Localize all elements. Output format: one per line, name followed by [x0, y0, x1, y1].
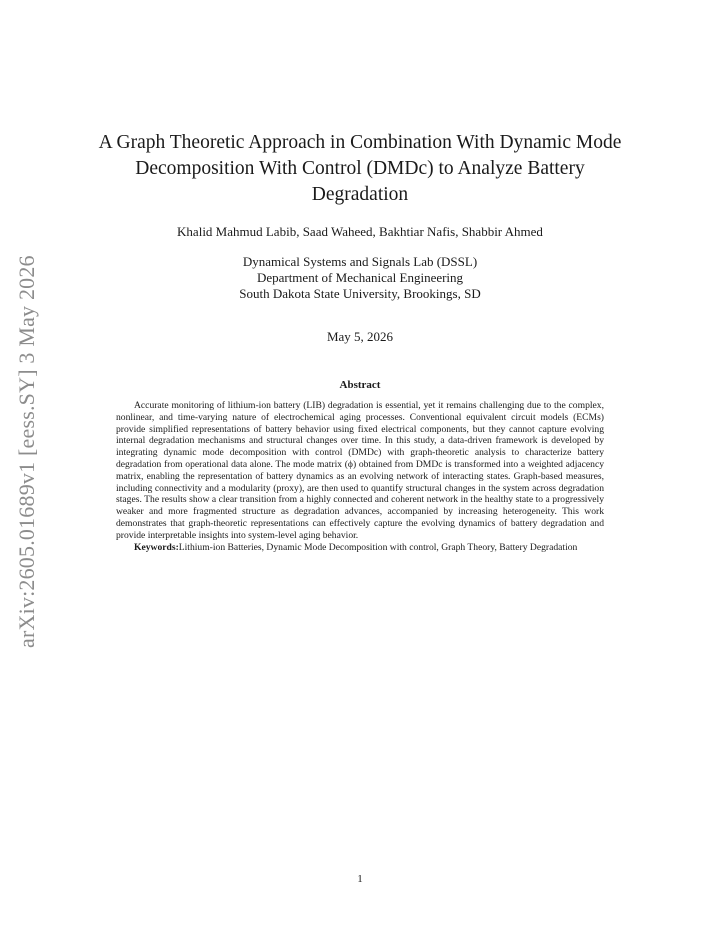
paper-title: [60, 130, 660, 208]
author-list: Khalid Mahmud Labib, Saad Waheed, Bakhtiar Nafis, Shabbir Ahmed: [177, 224, 543, 239]
affiliation-line: Dynamical Systems and Signals Lab (DSSL): [242, 254, 478, 269]
keywords-line: [116, 542, 604, 554]
affiliation-line: Department of Mechanical Engineering: [256, 270, 464, 285]
keywords-text: Lithium-ion Batteries, Dynamic Mode Decomposition with control, Graph Theory, Battery Degradation: [178, 541, 578, 553]
publication-date: May 5, 2026: [326, 329, 394, 344]
page-number: 1: [357, 873, 363, 885]
abstract-section: [116, 400, 604, 553]
title-line: Decomposition With Control (DMDc) to Analyze Battery: [135, 158, 585, 179]
title-line: Degradation: [311, 184, 409, 205]
affiliation: [60, 254, 660, 302]
abstract-heading: Abstract: [339, 379, 381, 391]
arxiv-identifier-stamp: arXiv:2605.01689v1 [eess.SY] 3 May 2026: [14, 255, 39, 648]
affiliation-line: South Dakota State University, Brookings, SD: [239, 286, 481, 301]
title-line: A Graph Theoretic Approach in Combination With Dynamic Mode: [98, 132, 622, 153]
abstract-text: Accurate monitoring of lithium-ion battery (LIB) degradation is essential, yet it remains challenging due to the complex, nonlinear, and time-varying nature of electrochemical aging processes. Conventional equivalent circuit models (ECMs) provide simplified representations of battery behavior using fixed electrical components, but they cannot capture evolving internal degradation mechanisms and structural changes over time. In this study, a data-driven framework is developed by integrating dynamic mode decomposition with control (DMDc) with graph-theoretic analysis to characterize battery degradation from operational data alone. The mode matrix (ϕ) obtained from DMDc is transformed into a weighted adjacency matrix, enabling the representation of battery dynamics as an evolving network of interacting states. Graph-based measures, including connectivity and a modularity (proxy), are then used to quantify structural changes in the system across degradation stages. The results show a clear transition from a highly connected and coherent network in the healthy state to a progressively weaker and more fragmented structure as degradation advances, accompanied by increasing heterogeneity. This work demonstrates that graph-theoretic representations can effectively capture the evolving dynamics of battery degradation and provide interpretable insights into system-level aging behavior.: [116, 400, 604, 541]
keywords-label: Keywords:: [134, 541, 179, 553]
